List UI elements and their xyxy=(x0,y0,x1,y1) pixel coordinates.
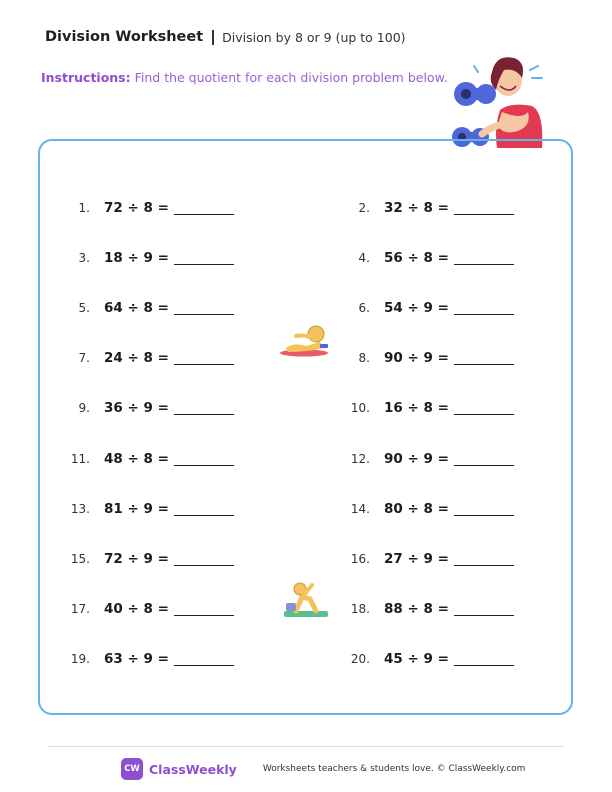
problem-expression: 24 ÷ 8 = xyxy=(104,350,169,367)
problem-expression: 90 ÷ 9 = xyxy=(384,450,449,467)
problem-number: 11. xyxy=(70,451,90,466)
problem-expression: 54 ÷ 9 = xyxy=(384,300,449,317)
problem-number: 14. xyxy=(350,501,370,516)
problem-expression: 45 ÷ 9 = xyxy=(384,650,449,667)
answer-blank[interactable] xyxy=(454,652,514,666)
problem-item xyxy=(68,250,234,266)
problem-expression: 18 ÷ 9 = xyxy=(104,250,169,267)
problem-item xyxy=(348,300,514,316)
problem-item xyxy=(68,300,234,316)
problem-number: 3. xyxy=(78,251,90,266)
problem-expression: 72 ÷ 8 = xyxy=(104,200,169,216)
problem-expression: 56 ÷ 8 = xyxy=(384,250,449,267)
weightlifter-illustration xyxy=(452,50,547,150)
problem-expression: 63 ÷ 9 = xyxy=(104,650,169,667)
problem-item xyxy=(348,651,514,667)
problems-box xyxy=(38,139,573,715)
problem-number: 9. xyxy=(78,401,90,416)
instructions-label: Instructions: xyxy=(41,70,131,85)
problem-number: 18. xyxy=(350,601,370,616)
problem-item xyxy=(348,551,514,567)
answer-blank[interactable] xyxy=(174,401,234,415)
problem-number: 12. xyxy=(350,451,370,466)
problem-expression: 64 ÷ 8 = xyxy=(104,300,169,317)
problem-item xyxy=(348,501,514,517)
problem-number: 7. xyxy=(78,351,90,366)
problem-item xyxy=(68,350,234,366)
problem-expression: 32 ÷ 8 = xyxy=(384,200,449,216)
answer-blank[interactable] xyxy=(174,602,234,616)
answer-blank[interactable] xyxy=(174,201,234,215)
problem-expression: 80 ÷ 8 = xyxy=(384,500,449,517)
problem-item xyxy=(68,651,234,667)
footer xyxy=(121,758,525,780)
problem-expression: 16 ÷ 8 = xyxy=(384,400,449,417)
exercise-illustration-2 xyxy=(282,577,330,619)
classweekly-logo: CW xyxy=(121,758,143,780)
problem-number: 10. xyxy=(350,401,370,416)
answer-blank[interactable] xyxy=(174,251,234,265)
answer-blank[interactable] xyxy=(454,401,514,415)
answer-blank[interactable] xyxy=(454,201,514,215)
problem-item xyxy=(348,250,514,266)
problem-number: 2. xyxy=(358,201,370,215)
problem-item xyxy=(68,400,234,416)
brand-name: ClassWeekly xyxy=(149,761,237,777)
page-subtitle: Division by 8 or 9 (up to 100) xyxy=(222,29,406,45)
problem-item xyxy=(68,451,234,467)
problem-expression: 72 ÷ 9 = xyxy=(104,550,169,567)
problem-item xyxy=(68,601,234,617)
problem-item xyxy=(348,200,514,216)
problem-item xyxy=(348,451,514,467)
answer-blank[interactable] xyxy=(454,602,514,616)
page-title: Division Worksheet xyxy=(45,29,204,45)
answer-blank[interactable] xyxy=(454,351,514,365)
problem-expression: 27 ÷ 9 = xyxy=(384,550,449,567)
answer-blank[interactable] xyxy=(174,452,234,466)
problem-number: 6. xyxy=(358,301,370,316)
problem-number: 13. xyxy=(70,501,90,516)
problem-number: 16. xyxy=(350,551,370,566)
problem-expression: 90 ÷ 9 = xyxy=(384,350,449,367)
instructions-text: Find the quotient for each division problem below. xyxy=(134,70,448,85)
problem-expression: 81 ÷ 9 = xyxy=(104,500,169,517)
footer-divider xyxy=(48,746,564,747)
problem-number: 8. xyxy=(358,351,370,366)
answer-blank[interactable] xyxy=(454,502,514,516)
problem-number: 5. xyxy=(78,301,90,316)
title-separator xyxy=(212,30,214,45)
problem-item xyxy=(348,601,514,617)
problem-number: 19. xyxy=(70,651,90,666)
footer-tagline: Worksheets teachers & students love. © ClassWeekly.com xyxy=(262,764,526,774)
problem-expression: 88 ÷ 8 = xyxy=(384,600,449,617)
problem-expression: 36 ÷ 9 = xyxy=(104,400,169,417)
problem-number: 17. xyxy=(70,601,90,616)
problem-number: 4. xyxy=(358,251,370,266)
answer-blank[interactable] xyxy=(174,351,234,365)
problem-number: 20. xyxy=(350,651,370,666)
answer-blank[interactable] xyxy=(174,301,234,315)
answer-blank[interactable] xyxy=(174,502,234,516)
exercise-illustration-1 xyxy=(278,320,334,358)
answer-blank[interactable] xyxy=(454,301,514,315)
answer-blank[interactable] xyxy=(174,652,234,666)
problem-number: 15. xyxy=(70,551,90,566)
problem-item xyxy=(68,200,234,216)
problem-expression: 48 ÷ 8 = xyxy=(104,450,169,467)
answer-blank[interactable] xyxy=(454,552,514,566)
problem-number: 1. xyxy=(78,201,90,215)
problem-item xyxy=(68,501,234,517)
answer-blank[interactable] xyxy=(454,452,514,466)
problem-item xyxy=(348,400,514,416)
instructions xyxy=(41,70,448,85)
answer-blank[interactable] xyxy=(174,552,234,566)
problem-item xyxy=(68,551,234,567)
worksheet-header xyxy=(45,29,406,45)
problem-expression: 40 ÷ 8 = xyxy=(104,600,169,617)
answer-blank[interactable] xyxy=(454,251,514,265)
problem-item xyxy=(348,350,514,366)
